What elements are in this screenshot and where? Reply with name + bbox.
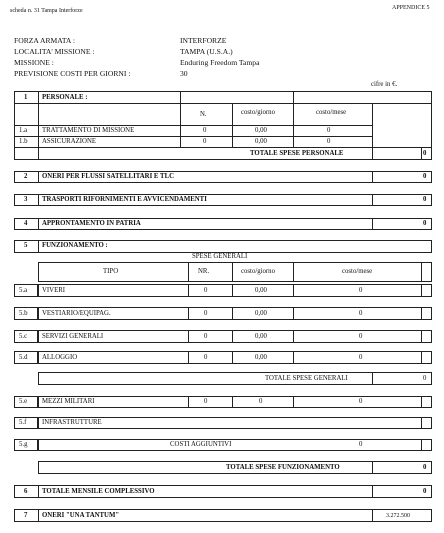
section-2-title: ONERI PER FLUSSI SATELLITARI E TLC	[42, 173, 175, 180]
section-6-number: 6	[24, 488, 28, 495]
row-label: VESTIARIO/EQUIPAG.	[42, 310, 111, 317]
previsione-value: 30	[180, 69, 188, 78]
section-1-title: PERSONALE :	[42, 94, 88, 101]
section-5-title: FUNZIONAMENTO :	[42, 242, 108, 249]
section-6-value: 0	[423, 488, 427, 495]
row-code: 5.f	[19, 419, 27, 426]
row-costo-mese: 0	[359, 398, 363, 405]
row-n: 0	[204, 398, 208, 405]
col-costo-mese: costo/mese	[316, 109, 347, 116]
missione-value: Enduring Freedom Tampa	[180, 58, 260, 67]
section-7-number: 7	[24, 512, 28, 519]
row-code: 5.g	[19, 441, 28, 448]
col-nr: NR.	[198, 268, 210, 275]
row-n: 0	[204, 333, 208, 340]
row-n: 0	[204, 310, 208, 317]
section-7-title: ONERI "UNA TANTUM"	[42, 512, 120, 519]
totale-spese-generali-label: TOTALE SPESE GENERALI	[265, 375, 348, 382]
total-personale-label: TOTALE SPESE PERSONALE	[250, 150, 344, 157]
forza-label: FORZA ARMATA :	[14, 36, 75, 45]
row-code: 5.d	[19, 354, 28, 361]
row-costo-giorno: 0,00	[255, 354, 267, 361]
row-code: 5.a	[19, 287, 28, 294]
totale-spese-generali-value: 0	[423, 375, 427, 382]
col-tipo: TIPO	[103, 268, 119, 275]
missione-label: MISSIONE :	[14, 58, 54, 67]
spese-generali-heading: SPESE GENERALI	[192, 253, 248, 260]
row-costo-giorno: 0,00	[255, 287, 267, 294]
col-costo-giorno: costo/giorno	[241, 268, 275, 275]
section-3-number: 3	[24, 196, 28, 203]
row-label: INFRASTRUTTURE	[42, 419, 102, 426]
row-costo-giorno: 0,00	[255, 138, 267, 145]
row-costo-mese: 0	[327, 138, 331, 145]
row-code: 5.e	[19, 398, 28, 405]
section-4-number: 4	[24, 220, 28, 227]
row-costo-giorno: 0,00	[255, 127, 267, 134]
spese-generali-columns	[38, 262, 432, 282]
section-4-title: APPRONTAMENTO IN PATRIA	[42, 220, 141, 227]
section-6-title: TOTALE MENSILE COMPLESSIVO	[42, 488, 155, 495]
row-costo-giorno: 0,00	[255, 310, 267, 317]
costi-aggiuntivi-row	[38, 439, 432, 451]
row-costo-mese: 0	[359, 333, 363, 340]
col-costo-mese: costo/mese	[342, 268, 373, 275]
spese-row	[38, 351, 432, 364]
section-7-value: 3.272.500	[386, 513, 410, 519]
section-3-value: 0	[423, 196, 427, 203]
row-code: 1.a	[19, 127, 28, 134]
row-n: 0	[203, 138, 207, 145]
row-n: 0	[203, 127, 207, 134]
row-n: 0	[204, 354, 208, 361]
forza-value: INTERFORZE	[180, 36, 227, 45]
row-label: MEZZI MILITARI	[42, 398, 95, 405]
row-label: SERVIZI GENERALI	[42, 333, 104, 340]
row-costo-mese: 0	[327, 127, 331, 134]
row-costo-mese: 0	[359, 441, 363, 448]
appendix-label: APPENDICE 5	[392, 5, 430, 11]
row-label: VIVERI	[42, 287, 66, 294]
row-code: 5.c	[19, 333, 28, 340]
localita-label: LOCALITA' MISSIONE :	[14, 47, 95, 56]
section-2-number: 2	[24, 173, 28, 180]
row-n: 0	[204, 287, 208, 294]
row-costo-mese: 0	[359, 354, 363, 361]
section-3-title: TRASPORTI RIFORNIMENTI E AVVICENDAMENTI	[42, 196, 207, 203]
row-label: ALLOGGIO	[42, 354, 78, 361]
col-n: N.	[200, 111, 207, 118]
row-costo-giorno: 0,00	[255, 333, 267, 340]
doc-reference: scheda n. 31 Tampa Interforze	[10, 8, 83, 14]
row-label: ASSICURAZIONE	[42, 138, 97, 145]
row-label: COSTI AGGIUNTIVI	[170, 441, 232, 448]
col-costo-giorno: costo/giorno	[241, 109, 275, 116]
total-personale-value: 0	[423, 150, 427, 157]
section-2-value: 0	[423, 173, 427, 180]
totale-funzionamento-label: TOTALE SPESE FUNZIONAMENTO	[226, 464, 340, 471]
row-code: 1.b	[19, 138, 28, 145]
spese-row	[38, 284, 432, 297]
currency-note: cifre in €.	[371, 81, 398, 88]
row-costo-giorno: 0	[259, 398, 263, 405]
section-1-number: 1	[24, 94, 28, 101]
section-5-number: 5	[24, 242, 28, 249]
totale-funzionamento-value: 0	[423, 464, 427, 471]
mezzi-militari-row	[38, 396, 432, 408]
row-costo-mese: 0	[359, 287, 363, 294]
row-costo-mese: 0	[359, 310, 363, 317]
row-code: 5.b	[19, 310, 28, 317]
previsione-label: PREVISIONE COSTI PER GIORNI :	[14, 69, 131, 78]
localita-value: TAMPA (U.S.A.)	[180, 47, 233, 56]
row-label: TRATTAMENTO DI MISSIONE	[42, 127, 135, 134]
section-4-value: 0	[423, 220, 427, 227]
